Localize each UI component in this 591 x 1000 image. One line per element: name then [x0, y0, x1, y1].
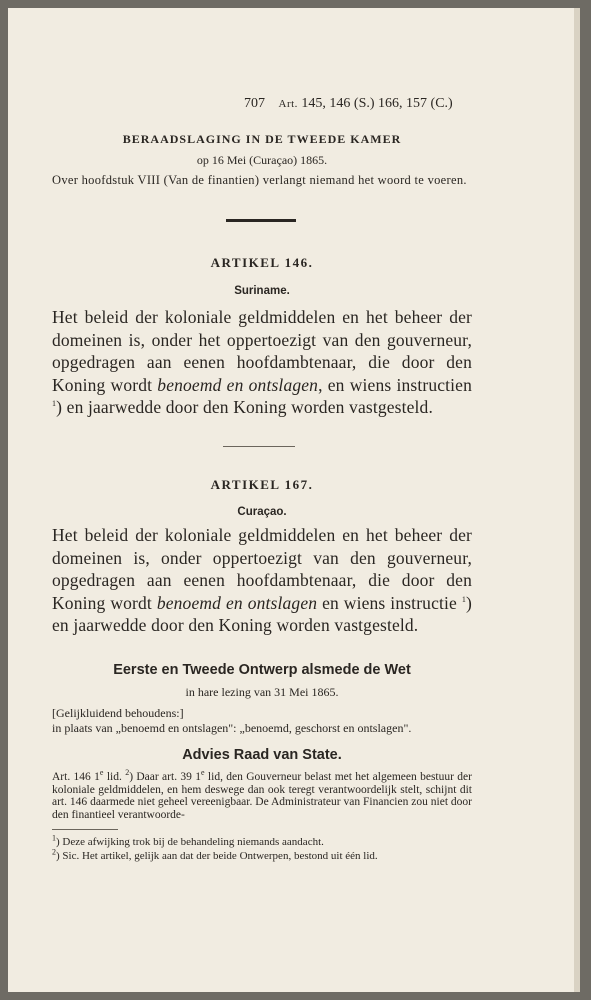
ontwerp-subheading: in hare lezing van 31 Mei 1865. [185, 685, 339, 699]
article-146-heading: ARTIKEL 146. [210, 255, 314, 270]
footnote-1 [52, 833, 472, 849]
article-146-subheading: Suriname. [234, 285, 290, 297]
article-146-text-c: ) en jaarwedde door den Koning worden vastgesteld. [56, 397, 433, 417]
article-146-note-ref: 1 [52, 399, 57, 409]
advies-text [52, 768, 472, 821]
article-167-italic: benoemd en ontslagen [156, 592, 318, 613]
article-146-text [52, 306, 472, 419]
section-text: Over hoofdstuk VIII (Van de finantien) verlangt niemand het woord te voeren. [52, 173, 467, 187]
article-167-note-ref: 1 [461, 594, 467, 604]
article-167-text-b: en wiens instructie [317, 592, 462, 613]
ontwerp-heading: Eerste en Tweede Ontwerp alsmede de Wet [113, 662, 411, 678]
ontwerp-line-2: in plaats van „benoemd en ontslagen": „benoemd, geschorst en ontslagen". [52, 721, 412, 735]
ontwerp-line-1: [Gelijkluidend behoudens:] [52, 706, 184, 720]
footnote-2 [52, 847, 472, 863]
advies-text-c: ) Daar art. 39 1 [129, 771, 202, 783]
advies-text-a: Art. 146 1 [52, 771, 100, 783]
article-146-text-a: Het beleid der koloniale geldmiddelen en het beheer der domeinen is, onder het oppertoezigt van den gouverneur, opgedragen aan eenen hoofdambtenaar, die door den Koning wordt [52, 307, 472, 395]
footnote-1-text: ) Deze afwijking trok bij de behandeling niemands aandacht. [56, 836, 324, 848]
running-head-art: Art. [278, 98, 298, 110]
article-167-text-c: ) en jaarwedde door den Koning worden vastgesteld. [52, 592, 472, 635]
article-167-subheading: Curaçao. [237, 506, 287, 518]
advies-sup-c: e [201, 768, 205, 778]
footnote-2-mark: 2 [52, 847, 56, 857]
article-167-text-a: Het beleid der koloniale geldmiddelen en het beheer der domeinen is, onder oppertoezigt van den gouverneur, opgedragen aan eenen hoofdambtenaar, die door den Koning wordt [52, 525, 472, 613]
page-edge [574, 8, 580, 992]
running-head-articles: 145, 146 (S.) 166, 157 (C.) [301, 96, 453, 111]
running-head [244, 96, 453, 112]
article-167-text [52, 524, 472, 637]
footnote-2-text: ) Sic. Het artikel, gelijk aan dat der beide Ontwerpen, bestond uit één lid. [56, 850, 378, 862]
advies-text-b: lid. [103, 771, 126, 783]
advies-heading: Advies Raad van State. [182, 747, 342, 763]
divider-thin [223, 446, 295, 447]
divider-thick [226, 219, 296, 222]
advies-text-d: lid, den Gouverneur belast met het algemeen bestuur der koloniale geldmiddelen, en hem deswege dan ook teregt verantwoordelijk stelt, schijnt dit art. 146 daarmede niet geheel vereenigbaar. De Administrateur van Financien zou niet door den finantieel verantwoorde- [52, 771, 472, 821]
article-146-italic: benoemd en ontslagen [157, 374, 319, 395]
advies-note-ref: 2 [125, 768, 130, 778]
advies-sup-a: e [99, 768, 104, 778]
footnote-rule [52, 829, 118, 830]
section-date: op 16 Mei (Curaçao) 1865. [196, 153, 328, 167]
article-167-heading: ARTIKEL 167. [210, 477, 314, 492]
section-title: BERAADSLAGING IN DE TWEEDE KAMER [122, 132, 402, 146]
footnote-1-mark: 1 [52, 833, 56, 843]
book-page [8, 8, 580, 992]
page-number: 707 [244, 96, 265, 111]
article-146-text-b: , en wiens instructien [318, 374, 472, 395]
